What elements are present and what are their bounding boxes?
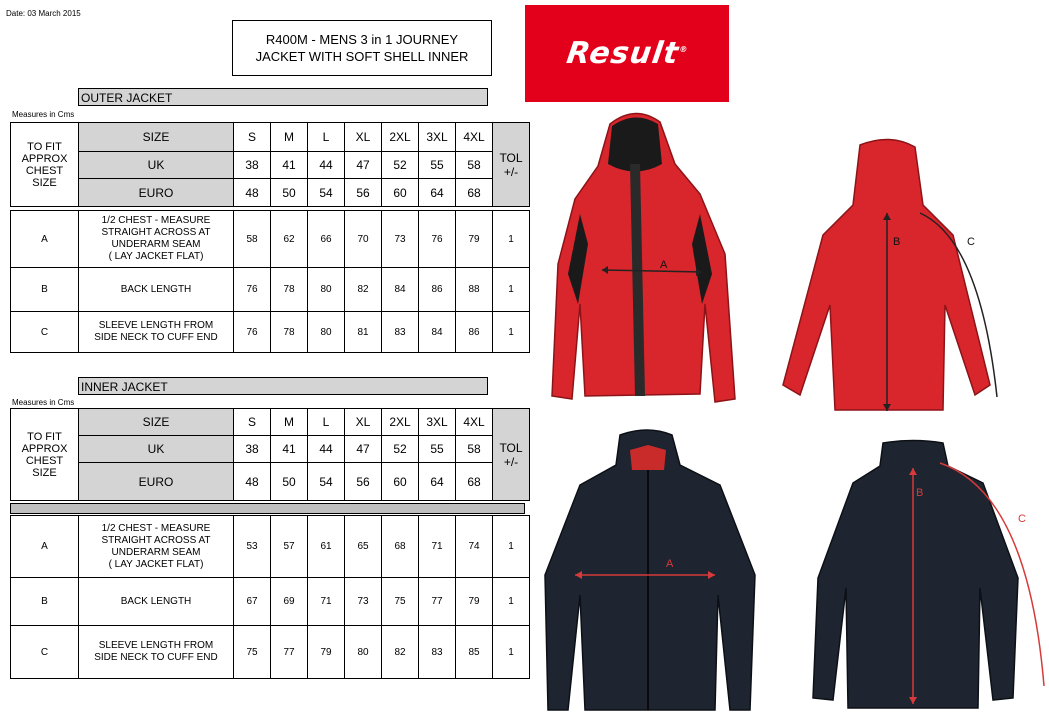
measure-value: 71: [308, 578, 345, 626]
size-header-m: M: [271, 123, 308, 152]
row-description: BACK LENGTH: [79, 578, 234, 626]
tol-label: TOL +/-: [493, 409, 530, 501]
measure-value: 84: [382, 268, 419, 312]
measure-value: 81: [345, 312, 382, 353]
measure-value: 66: [308, 211, 345, 268]
brand-logo-text: Result®: [564, 36, 689, 71]
size-header-xl: XL: [345, 409, 382, 436]
units-note-outer: Measures in Cms: [12, 110, 75, 119]
size-header-4xl: 4XL: [456, 409, 493, 436]
document-date: Date: 03 March 2015: [6, 9, 81, 18]
uk-value: 55: [419, 436, 456, 463]
measure-value: 67: [234, 578, 271, 626]
uk-value: 38: [234, 436, 271, 463]
measure-value: 73: [382, 211, 419, 268]
measurement-table-inner: [10, 515, 530, 679]
measure-value: 76: [234, 268, 271, 312]
size-header-3xl: 3XL: [419, 409, 456, 436]
section-title-outer: OUTER JACKET: [78, 88, 488, 106]
measure-label-b: B: [916, 487, 924, 499]
measure-value: 83: [382, 312, 419, 353]
measure-value: 80: [308, 268, 345, 312]
size-header-l: L: [308, 409, 345, 436]
measure-label-b: B: [893, 236, 901, 248]
size-header-3xl: 3XL: [419, 123, 456, 152]
product-title-line2: JACKET WITH SOFT SHELL INNER: [255, 49, 469, 64]
measure-value: 76: [234, 312, 271, 353]
uk-value: 58: [456, 436, 493, 463]
tol-value: 1: [493, 516, 530, 578]
inner-jacket-back-illustration: [808, 438, 1049, 715]
euro-row-label: EURO: [79, 463, 234, 501]
measure-value: 58: [234, 211, 271, 268]
uk-value: 52: [382, 436, 419, 463]
measure-value: 77: [419, 578, 456, 626]
euro-row-label: EURO: [79, 179, 234, 207]
measure-value: 88: [456, 268, 493, 312]
size-header-xl: XL: [345, 123, 382, 152]
measure-label-a: A: [666, 558, 674, 570]
uk-value: 44: [308, 152, 345, 179]
uk-value: 55: [419, 152, 456, 179]
to-fit-label: TO FIT APPROX CHEST SIZE: [11, 123, 79, 207]
uk-value: 47: [345, 152, 382, 179]
measure-value: 79: [456, 211, 493, 268]
euro-value: 56: [345, 463, 382, 501]
size-table-inner: [10, 408, 530, 501]
section-divider-inner: [10, 503, 525, 514]
row-description: 1/2 CHEST - MEASURE STRAIGHT ACROSS AT UNDERARM SEAM ( LAY JACKET FLAT): [79, 516, 234, 578]
euro-value: 68: [456, 179, 493, 207]
size-row-label: SIZE: [79, 123, 234, 152]
measure-value: 73: [345, 578, 382, 626]
size-header-l: L: [308, 123, 345, 152]
size-row-label: SIZE: [79, 409, 234, 436]
measure-value: 61: [308, 516, 345, 578]
measure-value: 65: [345, 516, 382, 578]
row-code: B: [11, 578, 79, 626]
tol-value: 1: [493, 211, 530, 268]
product-title-line1: R400M - MENS 3 in 1 JOURNEY: [265, 32, 459, 47]
uk-value: 52: [382, 152, 419, 179]
size-header-4xl: 4XL: [456, 123, 493, 152]
euro-value: 60: [382, 179, 419, 207]
uk-value: 38: [234, 152, 271, 179]
euro-value: 54: [308, 179, 345, 207]
size-header-m: M: [271, 409, 308, 436]
row-description: SLEEVE LENGTH FROM SIDE NECK TO CUFF END: [79, 626, 234, 679]
uk-value: 58: [456, 152, 493, 179]
uk-value: 44: [308, 436, 345, 463]
euro-value: 48: [234, 179, 271, 207]
measure-value: 80: [345, 626, 382, 679]
row-description: 1/2 CHEST - MEASURE STRAIGHT ACROSS AT UNDERARM SEAM ( LAY JACKET FLAT): [79, 211, 234, 268]
measure-value: 77: [271, 626, 308, 679]
tol-value: 1: [493, 626, 530, 679]
measure-value: 71: [419, 516, 456, 578]
row-code: A: [11, 211, 79, 268]
tol-label: TOL +/-: [493, 123, 530, 207]
uk-row-label: UK: [79, 436, 234, 463]
row-code: B: [11, 268, 79, 312]
size-table-outer: [10, 122, 530, 207]
measure-value: 79: [456, 578, 493, 626]
row-description: SLEEVE LENGTH FROM SIDE NECK TO CUFF END: [79, 312, 234, 353]
tol-value: 1: [493, 578, 530, 626]
measure-label-a: A: [660, 259, 668, 271]
euro-value: 64: [419, 179, 456, 207]
measure-value: 83: [419, 626, 456, 679]
measure-value: 79: [308, 626, 345, 679]
measure-value: 82: [382, 626, 419, 679]
uk-value: 41: [271, 152, 308, 179]
outer-jacket-back-illustration: [775, 135, 1005, 420]
section-title-inner: INNER JACKET: [78, 377, 488, 395]
euro-value: 56: [345, 179, 382, 207]
brand-logo: [525, 5, 729, 102]
euro-value: 54: [308, 463, 345, 501]
units-note-inner: Measures in Cms: [12, 398, 75, 407]
measure-value: 78: [271, 312, 308, 353]
measure-value: 75: [234, 626, 271, 679]
measure-value: 62: [271, 211, 308, 268]
inner-jacket-front-illustration: [540, 425, 760, 715]
row-code: A: [11, 516, 79, 578]
euro-value: 50: [271, 179, 308, 207]
tol-value: 1: [493, 268, 530, 312]
size-header-2xl: 2XL: [382, 123, 419, 152]
measure-value: 74: [456, 516, 493, 578]
measure-label-c: C: [1018, 513, 1026, 525]
uk-value: 41: [271, 436, 308, 463]
measure-value: 75: [382, 578, 419, 626]
measure-value: 78: [271, 268, 308, 312]
euro-value: 68: [456, 463, 493, 501]
measurement-table-outer: [10, 210, 530, 353]
measure-value: 85: [456, 626, 493, 679]
size-header-s: S: [234, 123, 271, 152]
euro-value: 48: [234, 463, 271, 501]
uk-value: 47: [345, 436, 382, 463]
uk-row-label: UK: [79, 152, 234, 179]
measure-value: 80: [308, 312, 345, 353]
measure-value: 70: [345, 211, 382, 268]
size-header-s: S: [234, 409, 271, 436]
measure-value: 82: [345, 268, 382, 312]
product-title: [232, 20, 492, 76]
euro-value: 60: [382, 463, 419, 501]
to-fit-label: TO FIT APPROX CHEST SIZE: [11, 409, 79, 501]
outer-jacket-front-illustration: [540, 104, 740, 414]
measure-value: 84: [419, 312, 456, 353]
row-description: BACK LENGTH: [79, 268, 234, 312]
measure-value: 76: [419, 211, 456, 268]
tol-value: 1: [493, 312, 530, 353]
row-code: C: [11, 312, 79, 353]
measure-label-c: C: [967, 236, 975, 248]
row-code: C: [11, 626, 79, 679]
measure-value: 68: [382, 516, 419, 578]
euro-value: 50: [271, 463, 308, 501]
measure-value: 69: [271, 578, 308, 626]
measure-value: 86: [419, 268, 456, 312]
euro-value: 64: [419, 463, 456, 501]
measure-value: 53: [234, 516, 271, 578]
size-header-2xl: 2XL: [382, 409, 419, 436]
measure-value: 86: [456, 312, 493, 353]
measure-value: 57: [271, 516, 308, 578]
